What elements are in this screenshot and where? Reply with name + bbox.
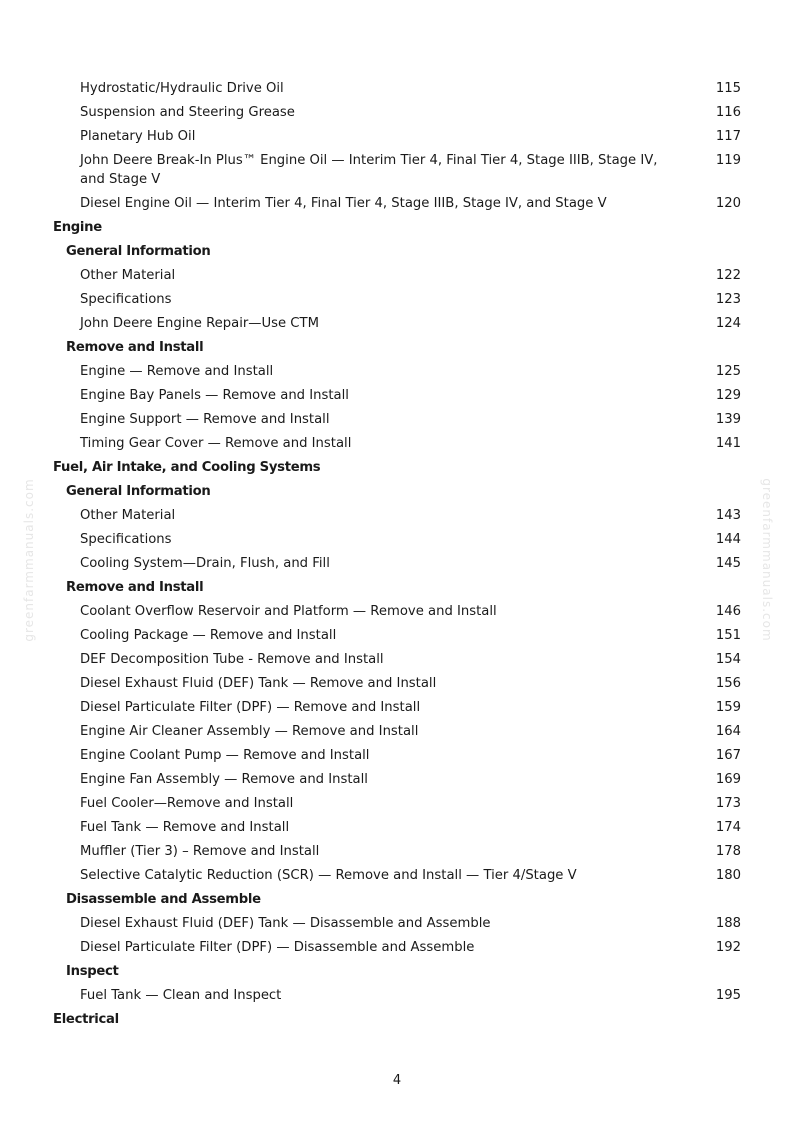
toc-entry-title: Coolant Overflow Reservoir and Platform — Remove and Install xyxy=(80,603,497,619)
toc-entry[interactable] xyxy=(0,767,794,791)
toc-entry-title: Engine Coolant Pump — Remove and Install xyxy=(80,747,370,763)
toc-section-heading xyxy=(0,455,794,479)
toc-subsection-heading xyxy=(0,239,794,263)
toc-entry[interactable] xyxy=(0,863,794,887)
toc-entry-title: Fuel Tank — Clean and Inspect xyxy=(80,987,282,1003)
toc-entry-title: Fuel Cooler—Remove and Install xyxy=(80,795,294,811)
toc-entry-page: 167 xyxy=(715,747,741,763)
toc-entry-title: John Deere Engine Repair—Use CTM xyxy=(80,315,319,331)
toc-entry-page: 174 xyxy=(715,819,741,835)
toc-entry-page: 125 xyxy=(715,363,741,379)
toc-entry[interactable] xyxy=(0,815,794,839)
toc-entry-page: 146 xyxy=(715,603,741,619)
toc-entry[interactable] xyxy=(0,383,794,407)
toc-entry-title: Disassemble and Assemble xyxy=(66,891,261,907)
toc-entry-page: 195 xyxy=(715,987,741,1003)
toc-entry-page: 164 xyxy=(715,723,741,739)
toc-subsection-heading xyxy=(0,479,794,503)
toc-entry[interactable] xyxy=(0,695,794,719)
toc-entry-page: 116 xyxy=(715,104,741,120)
toc-section-heading xyxy=(0,215,794,239)
toc-entry[interactable] xyxy=(0,359,794,383)
toc-entry[interactable] xyxy=(0,76,794,100)
toc-entry-page: 145 xyxy=(715,555,741,571)
toc-entry-title: John Deere Break-In Plus™ Engine Oil — Interim Tier 4, Final Tier 4, Stage IIIB, Stage IV, and Stage V xyxy=(80,152,658,187)
toc-entry-page: 180 xyxy=(715,867,741,883)
toc-entry[interactable] xyxy=(0,124,794,148)
toc-entry-page: 178 xyxy=(715,843,741,859)
toc-entry[interactable] xyxy=(0,791,794,815)
toc-entry-page: 144 xyxy=(715,531,741,547)
toc-entry[interactable] xyxy=(0,647,794,671)
toc-entry-title: Remove and Install xyxy=(66,339,204,355)
toc-entry[interactable] xyxy=(0,503,794,527)
toc-entry-page: 154 xyxy=(715,651,741,667)
watermark-right: greenfarmmanuals.com xyxy=(760,478,774,642)
toc-entry[interactable] xyxy=(0,527,794,551)
toc-entry-page: 159 xyxy=(715,699,741,715)
toc-entry-page: 139 xyxy=(715,411,741,427)
toc-entry-page: 169 xyxy=(715,771,741,787)
toc-entry-title: Specifications xyxy=(80,291,172,307)
toc-entry[interactable] xyxy=(0,671,794,695)
toc-entry-page: 141 xyxy=(715,435,741,451)
toc-entry-title: Electrical xyxy=(53,1011,119,1027)
toc-entry-page: 156 xyxy=(715,675,741,691)
toc-entry[interactable] xyxy=(0,983,794,1007)
toc-entry[interactable] xyxy=(0,623,794,647)
toc-entry-page: 115 xyxy=(715,80,741,96)
toc-entry-page: 120 xyxy=(715,195,741,211)
toc-entry[interactable] xyxy=(0,935,794,959)
toc-entry-title: Diesel Exhaust Fluid (DEF) Tank — Disassemble and Assemble xyxy=(80,915,491,931)
toc-entry-title: Diesel Particulate Filter (DPF) — Disassemble and Assemble xyxy=(80,939,475,955)
toc-entry-title: Selective Catalytic Reduction (SCR) — Remove and Install — Tier 4/Stage V xyxy=(80,867,577,883)
toc-entry[interactable] xyxy=(0,263,794,287)
toc-subsection-heading xyxy=(0,959,794,983)
toc-entry-page: 122 xyxy=(715,267,741,283)
toc-entry[interactable] xyxy=(0,719,794,743)
toc-entry-title: Engine Bay Panels — Remove and Install xyxy=(80,387,349,403)
toc-entry-page: 123 xyxy=(715,291,741,307)
toc-entry[interactable] xyxy=(0,911,794,935)
toc-entry-title: Fuel, Air Intake, and Cooling Systems xyxy=(53,459,321,475)
toc-entry-title: Hydrostatic/Hydraulic Drive Oil xyxy=(80,80,284,96)
toc-entry-title: DEF Decomposition Tube - Remove and Install xyxy=(80,651,384,667)
toc-entry-title: Engine — Remove and Install xyxy=(80,363,274,379)
toc-entry-title: Other Material xyxy=(80,267,176,283)
toc-entry-title: Cooling Package — Remove and Install xyxy=(80,627,337,643)
toc-entry-page: 129 xyxy=(715,387,741,403)
toc-entry[interactable] xyxy=(0,100,794,124)
toc-entry-title: Specifications xyxy=(80,531,172,547)
toc-entry-title: Timing Gear Cover — Remove and Install xyxy=(80,435,352,451)
toc-entry-page: 151 xyxy=(715,627,741,643)
toc-entry-title: Engine Air Cleaner Assembly — Remove and Install xyxy=(80,723,419,739)
toc-entry-page: 188 xyxy=(715,915,741,931)
toc-entry-title: Diesel Engine Oil — Interim Tier 4, Final Tier 4, Stage IIIB, Stage IV, and Stage V xyxy=(80,195,607,211)
toc-entry-title: Remove and Install xyxy=(66,579,204,595)
toc-entry-title: Diesel Exhaust Fluid (DEF) Tank — Remove and Install xyxy=(80,675,437,691)
toc-entry-page: 192 xyxy=(715,939,741,955)
toc-entry-title: Engine Fan Assembly — Remove and Install xyxy=(80,771,368,787)
toc-entry-title: Engine xyxy=(53,219,102,235)
toc-entry-title: Other Material xyxy=(80,507,176,523)
toc-entry-title: Fuel Tank — Remove and Install xyxy=(80,819,290,835)
toc-entry-title: Cooling System—Drain, Flush, and Fill xyxy=(80,555,330,571)
toc-entry-title: Inspect xyxy=(66,963,119,979)
watermark-left: greenfarmmanuals.com xyxy=(22,478,36,642)
toc-entry[interactable] xyxy=(0,839,794,863)
toc-entry[interactable] xyxy=(0,551,794,575)
toc-entry[interactable] xyxy=(0,431,794,455)
toc-subsection-heading xyxy=(0,887,794,911)
toc-entry[interactable] xyxy=(0,148,794,191)
toc-entry[interactable] xyxy=(0,743,794,767)
toc-entry-title: Suspension and Steering Grease xyxy=(80,104,295,120)
toc-entry[interactable] xyxy=(0,599,794,623)
toc-entry-page: 143 xyxy=(715,507,741,523)
toc-section-heading xyxy=(0,1007,794,1031)
toc-entry-page: 173 xyxy=(715,795,741,811)
toc-entry-title: Muffler (Tier 3) – Remove and Install xyxy=(80,843,320,859)
toc-entry-page: 119 xyxy=(715,152,741,168)
toc-entry-title: Diesel Particulate Filter (DPF) — Remove and Install xyxy=(80,699,421,715)
table-of-contents xyxy=(0,76,794,1031)
toc-entry-title: General Information xyxy=(66,483,211,499)
toc-entry-title: Engine Support — Remove and Install xyxy=(80,411,330,427)
page-number: 4 xyxy=(392,1073,402,1088)
toc-entry-title: Planetary Hub Oil xyxy=(80,128,196,144)
toc-entry-page: 117 xyxy=(715,128,741,144)
toc-subsection-heading xyxy=(0,335,794,359)
toc-entry-page: 124 xyxy=(715,315,741,331)
toc-subsection-heading xyxy=(0,575,794,599)
toc-entry[interactable] xyxy=(0,287,794,311)
toc-entry[interactable] xyxy=(0,407,794,431)
toc-entry-title: General Information xyxy=(66,243,211,259)
toc-entry[interactable] xyxy=(0,191,794,215)
toc-entry[interactable] xyxy=(0,311,794,335)
